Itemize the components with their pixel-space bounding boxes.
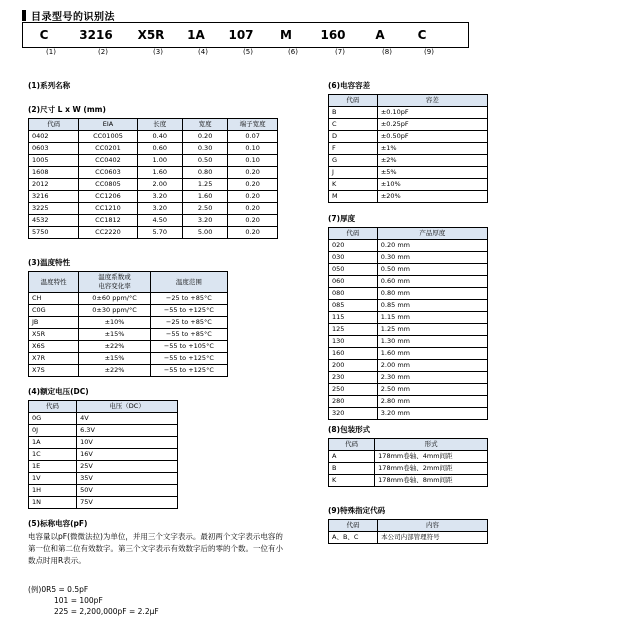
table-cell: −55 to +125°C bbox=[150, 305, 227, 317]
table-row bbox=[329, 252, 488, 264]
table-cell: JB bbox=[29, 317, 79, 329]
table-cell: −25 to +85°C bbox=[150, 317, 227, 329]
table-cell: 3.20 bbox=[182, 215, 227, 227]
table-row bbox=[329, 167, 488, 179]
table-cell: 030 bbox=[329, 252, 378, 264]
table-cell: 3216 bbox=[29, 191, 79, 203]
table-header-cell: 代码 bbox=[329, 520, 378, 532]
table-cell: 4532 bbox=[29, 215, 79, 227]
table-row bbox=[29, 305, 228, 317]
part-number-box bbox=[22, 22, 469, 48]
table-cell: 50V bbox=[77, 485, 178, 497]
table-row bbox=[329, 143, 488, 155]
table-cell: 0.20 bbox=[228, 167, 278, 179]
section-5-title: (5)标称电容(pF) bbox=[28, 519, 88, 528]
table-cell: 1H bbox=[29, 485, 77, 497]
thickness-table bbox=[328, 227, 488, 420]
table-cell: 0.07 bbox=[228, 131, 278, 143]
table-cell: ±22% bbox=[79, 365, 150, 377]
table-cell: 0.85 mm bbox=[377, 300, 487, 312]
table-row bbox=[329, 276, 488, 288]
table-cell: 0.60 mm bbox=[377, 276, 487, 288]
table-cell: 1N bbox=[29, 497, 77, 509]
example-line-3: 225 = 2,200,000pF = 2.2μF bbox=[54, 607, 159, 616]
table-row bbox=[329, 300, 488, 312]
table-cell: 2012 bbox=[29, 179, 79, 191]
table-row bbox=[329, 288, 488, 300]
table-cell: 6.3V bbox=[77, 425, 178, 437]
table-row bbox=[29, 179, 278, 191]
table-cell: 0.50 mm bbox=[377, 264, 487, 276]
table-cell: 75V bbox=[77, 497, 178, 509]
table-row bbox=[329, 179, 488, 191]
table-cell: 2.50 bbox=[182, 203, 227, 215]
table-row bbox=[29, 341, 228, 353]
table-cell: ±0.50pF bbox=[377, 131, 487, 143]
table-cell: 35V bbox=[77, 473, 178, 485]
table-cell: 0.30 bbox=[182, 143, 227, 155]
part-code-index: (5) bbox=[243, 48, 253, 56]
table-header-cell: 容差 bbox=[377, 95, 487, 107]
table-row bbox=[329, 107, 488, 119]
table-cell: G bbox=[329, 155, 378, 167]
table-cell: 1608 bbox=[29, 167, 79, 179]
table-cell: 5.70 bbox=[137, 227, 182, 239]
table-row bbox=[29, 473, 178, 485]
table-cell: 2.50 mm bbox=[377, 384, 487, 396]
table-row bbox=[329, 312, 488, 324]
table-cell: 0J bbox=[29, 425, 77, 437]
rated-voltage-table bbox=[28, 400, 178, 509]
table-cell: 1.60 bbox=[137, 167, 182, 179]
table-cell: 0.20 bbox=[228, 215, 278, 227]
table-cell: ±2% bbox=[377, 155, 487, 167]
table-cell: −55 to +85°C bbox=[150, 329, 227, 341]
table-row bbox=[29, 131, 278, 143]
table-cell: CC1210 bbox=[79, 203, 137, 215]
table-cell: 0.10 bbox=[228, 155, 278, 167]
table-cell: X5R bbox=[29, 329, 79, 341]
table-cell: ±22% bbox=[79, 341, 150, 353]
table-header-cell: 端子宽度 bbox=[228, 119, 278, 131]
table-header-cell: 代码 bbox=[29, 401, 77, 413]
table-cell: 280 bbox=[329, 396, 378, 408]
table-cell: 0402 bbox=[29, 131, 79, 143]
table-header-cell: 长度 bbox=[137, 119, 182, 131]
table-cell: 0.20 bbox=[182, 131, 227, 143]
table-row bbox=[29, 329, 228, 341]
table-row bbox=[329, 532, 488, 544]
temperature-characteristics-table bbox=[28, 271, 228, 377]
table-cell: 4V bbox=[77, 413, 178, 425]
table-cell: ±20% bbox=[377, 191, 487, 203]
table-cell: 1E bbox=[29, 461, 77, 473]
table-cell: 0.20 bbox=[228, 203, 278, 215]
table-row bbox=[329, 348, 488, 360]
table-cell: 3225 bbox=[29, 203, 79, 215]
table-cell: 25V bbox=[77, 461, 178, 473]
table-cell: 160 bbox=[329, 348, 378, 360]
section-1-title: (1)系列名称 bbox=[28, 81, 71, 90]
table-row bbox=[329, 408, 488, 420]
table-cell: 178mm卷轴、4mm间距 bbox=[375, 451, 488, 463]
table-cell: 0G bbox=[29, 413, 77, 425]
example-label: (例) bbox=[28, 585, 42, 594]
table-cell: 3.20 bbox=[137, 191, 182, 203]
table-cell: 0.60 bbox=[137, 143, 182, 155]
table-row bbox=[29, 293, 228, 305]
part-code-index: (2) bbox=[98, 48, 108, 56]
table-cell: 080 bbox=[329, 288, 378, 300]
part-code-index: (1) bbox=[46, 48, 56, 56]
part-code-segment: X5R bbox=[137, 28, 165, 42]
table-cell: ±15% bbox=[79, 329, 150, 341]
table-row bbox=[29, 437, 178, 449]
part-code-segment: C bbox=[417, 28, 427, 42]
table-cell: 050 bbox=[329, 264, 378, 276]
part-code-segment: 160 bbox=[320, 28, 346, 42]
table-cell: 178mm卷轴、8mm间距 bbox=[375, 475, 488, 487]
size-table bbox=[28, 118, 278, 239]
table-cell: 115 bbox=[329, 312, 378, 324]
table-cell: X6S bbox=[29, 341, 79, 353]
table-header-cell: EIA bbox=[79, 119, 137, 131]
table-cell: CH bbox=[29, 293, 79, 305]
table-cell: −55 to +125°C bbox=[150, 365, 227, 377]
table-cell: 1.30 mm bbox=[377, 336, 487, 348]
example-line-1: 0R5 = 0.5pF bbox=[41, 585, 89, 594]
table-cell: F bbox=[329, 143, 378, 155]
table-cell: 0.20 bbox=[228, 179, 278, 191]
table-cell: ±15% bbox=[79, 353, 150, 365]
part-code-segment: 3216 bbox=[79, 28, 113, 42]
table-row bbox=[29, 461, 178, 473]
table-row bbox=[29, 317, 228, 329]
table-cell: J bbox=[329, 167, 378, 179]
table-row bbox=[329, 240, 488, 252]
part-code-segment: 1A bbox=[187, 28, 205, 42]
table-header-cell: 内容 bbox=[378, 520, 488, 532]
table-cell: K bbox=[329, 475, 375, 487]
table-cell: 0.30 mm bbox=[377, 252, 487, 264]
table-header-cell: 产品厚度 bbox=[377, 228, 487, 240]
example-line-2: 101 = 100pF bbox=[54, 596, 103, 605]
table-cell: B bbox=[329, 107, 378, 119]
section-4-title: (4)额定电压(DC) bbox=[28, 387, 89, 396]
table-cell: 200 bbox=[329, 360, 378, 372]
part-code-segment: 107 bbox=[228, 28, 254, 42]
capacitance-tolerance-table bbox=[328, 94, 488, 203]
table-cell: D bbox=[329, 131, 378, 143]
table-cell: 1005 bbox=[29, 155, 79, 167]
special-code-table bbox=[328, 519, 488, 544]
table-cell: 1.15 mm bbox=[377, 312, 487, 324]
table-cell: 1C bbox=[29, 449, 77, 461]
section-6-title: (6)电容容差 bbox=[328, 81, 371, 90]
table-cell: ±0.25pF bbox=[377, 119, 487, 131]
table-row bbox=[29, 413, 178, 425]
page-title bbox=[22, 8, 115, 23]
section-3-title: (3)温度特性 bbox=[28, 258, 71, 267]
table-header-cell: 温度系数或 电容变化率 bbox=[79, 272, 150, 293]
table-row bbox=[329, 372, 488, 384]
table-cell: 2.00 bbox=[137, 179, 182, 191]
part-code-index: (7) bbox=[335, 48, 345, 56]
table-header-cell: 温度范围 bbox=[150, 272, 227, 293]
table-cell: 1V bbox=[29, 473, 77, 485]
title-bullet-icon bbox=[22, 10, 26, 21]
table-cell: 1.00 bbox=[137, 155, 182, 167]
table-cell: 1A bbox=[29, 437, 77, 449]
table-cell: CC1812 bbox=[79, 215, 137, 227]
table-row bbox=[329, 119, 488, 131]
table-cell: ±0.10pF bbox=[377, 107, 487, 119]
table-header-cell: 代码 bbox=[329, 228, 378, 240]
table-cell: 4.50 bbox=[137, 215, 182, 227]
part-code-index: (3) bbox=[153, 48, 163, 56]
table-cell: 125 bbox=[329, 324, 378, 336]
table-header-cell: 温度特性 bbox=[29, 272, 79, 293]
table-row bbox=[29, 485, 178, 497]
part-code-index: (8) bbox=[382, 48, 392, 56]
table-cell: 1.60 bbox=[182, 191, 227, 203]
table-cell: M bbox=[329, 191, 378, 203]
table-cell: 10V bbox=[77, 437, 178, 449]
table-cell: 060 bbox=[329, 276, 378, 288]
table-row bbox=[29, 425, 178, 437]
table-cell: −55 to +105°C bbox=[150, 341, 227, 353]
part-code-segment: M bbox=[280, 28, 292, 42]
part-code-segment: C bbox=[39, 28, 49, 42]
table-cell: 5750 bbox=[29, 227, 79, 239]
table-row bbox=[329, 131, 488, 143]
table-cell: −55 to +125°C bbox=[150, 353, 227, 365]
table-header-cell: 电压（DC） bbox=[77, 401, 178, 413]
table-cell: CC01005 bbox=[79, 131, 137, 143]
table-cell: 3.20 bbox=[137, 203, 182, 215]
table-cell: X7R bbox=[29, 353, 79, 365]
table-cell: 085 bbox=[329, 300, 378, 312]
table-cell: 0.20 bbox=[228, 227, 278, 239]
section-5-examples bbox=[28, 584, 290, 617]
table-cell: K bbox=[329, 179, 378, 191]
table-row bbox=[329, 336, 488, 348]
table-cell: −25 to +85°C bbox=[150, 293, 227, 305]
table-cell: X7S bbox=[29, 365, 79, 377]
table-row bbox=[329, 324, 488, 336]
table-row bbox=[329, 384, 488, 396]
table-row bbox=[29, 227, 278, 239]
table-cell: A bbox=[329, 451, 375, 463]
table-cell: C bbox=[329, 119, 378, 131]
table-cell: 1.25 bbox=[182, 179, 227, 191]
table-cell: 0.80 mm bbox=[377, 288, 487, 300]
table-cell: ±1% bbox=[377, 143, 487, 155]
table-header-cell: 宽度 bbox=[182, 119, 227, 131]
table-cell: 250 bbox=[329, 384, 378, 396]
table-cell: CC1206 bbox=[79, 191, 137, 203]
table-cell: ±5% bbox=[377, 167, 487, 179]
table-cell: 2.80 mm bbox=[377, 396, 487, 408]
table-cell: 0603 bbox=[29, 143, 79, 155]
table-cell: CC2220 bbox=[79, 227, 137, 239]
table-cell: 3.20 mm bbox=[377, 408, 487, 420]
table-cell: 320 bbox=[329, 408, 378, 420]
table-header-cell: 代码 bbox=[329, 95, 378, 107]
table-row bbox=[329, 396, 488, 408]
table-cell: CC0603 bbox=[79, 167, 137, 179]
table-cell: 020 bbox=[329, 240, 378, 252]
table-cell: 16V bbox=[77, 449, 178, 461]
table-row bbox=[329, 264, 488, 276]
table-row bbox=[329, 360, 488, 372]
table-cell: 0±60 ppm/°C bbox=[79, 293, 150, 305]
table-cell: 178mm卷轴、2mm间距 bbox=[375, 463, 488, 475]
table-cell: A、B、C bbox=[329, 532, 378, 544]
table-row bbox=[329, 463, 488, 475]
table-cell: 2.30 mm bbox=[377, 372, 487, 384]
section-2-title: (2)尺寸 L x W (mm) bbox=[28, 105, 106, 114]
part-code-index: (6) bbox=[288, 48, 298, 56]
part-code-index: (9) bbox=[424, 48, 434, 56]
table-cell: 0.40 bbox=[137, 131, 182, 143]
table-header-cell: 形式 bbox=[375, 439, 488, 451]
table-cell: ±10% bbox=[79, 317, 150, 329]
table-cell: 本公司内部管理符号 bbox=[378, 532, 488, 544]
table-row bbox=[329, 475, 488, 487]
table-cell: 0.80 bbox=[182, 167, 227, 179]
table-header-cell: 代码 bbox=[329, 439, 375, 451]
page-title-text: 目录型号的识别法 bbox=[31, 12, 115, 23]
table-row bbox=[29, 155, 278, 167]
table-row bbox=[29, 167, 278, 179]
part-code-segment: A bbox=[375, 28, 385, 42]
table-cell: 1.60 mm bbox=[377, 348, 487, 360]
table-row bbox=[29, 191, 278, 203]
table-cell: 0.50 bbox=[182, 155, 227, 167]
part-number-index-row bbox=[22, 48, 467, 60]
packaging-table bbox=[328, 438, 488, 487]
table-cell: 0.20 bbox=[228, 191, 278, 203]
table-row bbox=[329, 451, 488, 463]
table-row bbox=[329, 191, 488, 203]
section-8-title: (8)包装形式 bbox=[328, 425, 371, 434]
table-row bbox=[29, 449, 178, 461]
table-cell: 5.00 bbox=[182, 227, 227, 239]
table-cell: B bbox=[329, 463, 375, 475]
table-row bbox=[29, 215, 278, 227]
part-code-index: (4) bbox=[198, 48, 208, 56]
table-cell: 230 bbox=[329, 372, 378, 384]
table-cell: CC0402 bbox=[79, 155, 137, 167]
section-5-paragraph: 电容量以pF(微微法拉)为单位，并用三个文字表示。最初两个文字表示电容的第一位和第二位有效数字。第三个文字表示有效数字后的零的个数。一位有小数点时用R表示。 bbox=[28, 532, 283, 565]
table-cell: 0.20 mm bbox=[377, 240, 487, 252]
table-cell: ±10% bbox=[377, 179, 487, 191]
table-cell: 1.25 mm bbox=[377, 324, 487, 336]
table-cell: 0.10 bbox=[228, 143, 278, 155]
table-row bbox=[29, 497, 178, 509]
table-cell: CC0805 bbox=[79, 179, 137, 191]
table-cell: CC0201 bbox=[79, 143, 137, 155]
section-7-title: (7)厚度 bbox=[328, 214, 356, 223]
table-row bbox=[29, 365, 228, 377]
table-cell: 0±30 ppm/°C bbox=[79, 305, 150, 317]
table-row bbox=[29, 353, 228, 365]
table-header-cell: 代码 bbox=[29, 119, 79, 131]
table-cell: 130 bbox=[329, 336, 378, 348]
table-row bbox=[29, 203, 278, 215]
table-cell: 2.00 mm bbox=[377, 360, 487, 372]
table-row bbox=[329, 155, 488, 167]
table-cell: C0G bbox=[29, 305, 79, 317]
section-9-title: (9)特殊指定代码 bbox=[328, 506, 386, 515]
table-row bbox=[29, 143, 278, 155]
